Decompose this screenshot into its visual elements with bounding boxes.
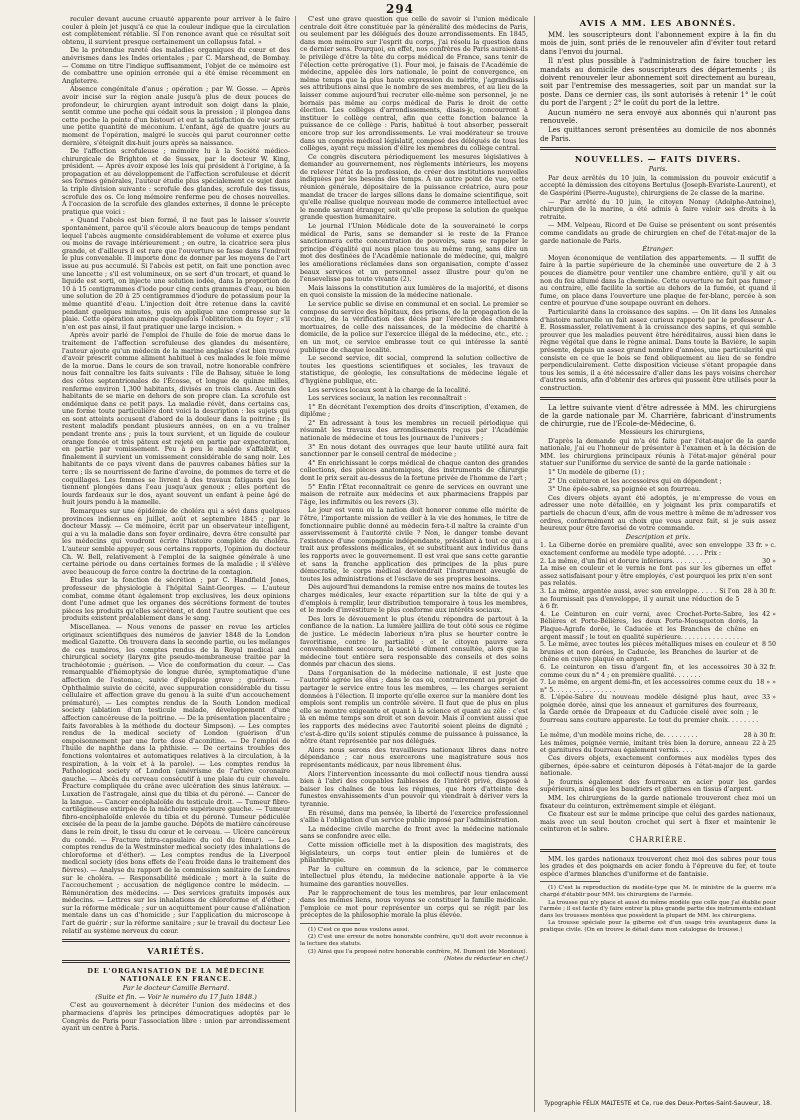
price-item-price: 33 fr. » c. [745, 542, 776, 550]
paragraph: Ce fixateur est sur le même principe que celui des gardes nationaux, mais avec un seul bouton crochet qui sert à fixer et maintenir le ceinturon et le sabre. [540, 810, 776, 834]
paragraph: Le journal l'Union Médicale dote de la souveraineté le corps médical de Paris, sans se demander si le reste de la France sanctionnera cette concentration de pouvoirs, sans se rappeler le principe d'égalité qui nous place tous au même rang, sans dire un mot des destinées de l'Académie nationale de médecine, qui, malgré les améliorations réclamées dans son organisation, compte d'assez beaux services et un personnel assez illustre pour qu'on ne l'ensevelisse pas toute vivante (2). [300, 222, 528, 284]
paragraph: Ces divers objets ayant été adoptés, je m'empresse de vous en adresser une note détaillée, en y joignant les prix comparatifs et partiels de chacun d'eux, afin de vous mettre à même de m'adresser vos ordres, conformément au choix que vous aurez fait, si je suis assez heureux pour être favorisé de votre commande. [540, 493, 776, 533]
paragraph: 4° En enrichissant le corps médical de chaque canton des grandes collections, des pièces anatomiques, des instruments de chirurgie dont le prix serait au-dessus de la fortune privée de l'homme de l'art ; [300, 458, 528, 483]
paragraph: 2° Un ceinturon et les accessoires qui en dépendent ; [548, 476, 722, 485]
page-number: 294 [385, 2, 415, 16]
price-item [540, 542, 776, 557]
paragraph: 3° En nous dotant des ouvrages que leur haute utilité aura fait sanctionner par le conseil central de médecine ; [300, 442, 528, 459]
article-author: Par le docteur Camille Bernard. [122, 984, 230, 993]
paragraph: Par deux arrêtés du 10 juin, la commission du pouvoir exécutif a accepté la démission des citoyens Bertulus (Joseph-Evariste-Laurent), et de Gaspérini (Pierre-Auguste), chirurgiens de 2e classe de la marine. [540, 173, 776, 198]
price-item-label: 6. Le ceinturon en tissu d'argent fin, et les accessoires comme ceux du n° 4 ; en première qualité. . . . . . . [540, 663, 740, 679]
notice-heading: AVIS A MM. LES ABONNÉS. [579, 19, 737, 29]
price-item-label: Les mêmes, poignée vernie, imitant très bien la dorure, anneau et garnitures du fourreau également vernis. . . . [540, 739, 749, 755]
price-item [540, 679, 776, 694]
paragraph: Mais laissons la constitution aux lumières de la majorité, et disons en quoi consiste la mission de la médecine nationale. [300, 283, 528, 300]
price-item-price: 28 à 30 fr. [743, 732, 776, 740]
column-middle [300, 16, 528, 1112]
column-left [62, 16, 290, 1112]
letter-signature: CHARRIÈRE. [629, 835, 687, 844]
paragraph: 1° Un modèle de giberne (1) ; [548, 468, 645, 477]
price-item [540, 664, 776, 679]
section-rule [62, 939, 290, 942]
paragraph: 2° En adressant à tous les membres un recueil périodique qui résumât les travaux des arrondissements reçus par l'Académie nationale de médecine et tous les journaux de l'univers ; [300, 418, 528, 443]
paragraph: Je fournis également des fourreaux en acier pour les gardes supérieurs, ainsi que les baudriers et gibernes en tissus d'argent. [540, 777, 776, 794]
footnote-signature: (Notes du rédacteur en chef.) [444, 956, 528, 963]
footnote: (1) C'est ce que nous voulons aussi. [308, 926, 410, 933]
price-item-label: La mise en couleur et le vernis ne font pas sur les gibernes un effet assez satisfaisant pour y être employés, c'est pourquoi les prix n'en sont pas relatés. [540, 565, 772, 588]
price-item [540, 740, 776, 755]
price-item-label: 4. Le Ceinturon en cuir verni, avec Crochet-Porte-Sabre, les Bélières et Porte-Bélières, les deux Porte-Mousqueton dorés, la Plaque-Agrafe dorée, le Caducée et les Branches de chêne en argent massif ; le tout en qualité supérieure. . . . . . . . . . . . . . . . [540, 610, 759, 641]
paragraph: La lettre suivante vient d'être adressée à MM. les chirurgiens de la garde nationale par M. Charrière, fabricant d'instruments de chirurgie, rue de l'École-de-Médecine, 6. [540, 403, 776, 428]
price-item [540, 565, 776, 588]
subsection-etranger: Étranger. [642, 245, 674, 254]
paragraph: Cette mission officielle met à la disposition des magistrats, des législateurs, un corps tout entier plein de lumières et de philanthropie. [300, 840, 528, 865]
paragraph: — Par arrêté du 10 juin, le citoyen Nonay (Adolphe-Antoine), chirurgien de la marine, a été admis à faire valoir ses droits à la retraite. [540, 197, 776, 221]
price-item-price [772, 565, 776, 588]
paragraph: Le service public se divise en communal et en social. Le premier se compose du service des hôpitaux, des prisons, de la propagation de la vaccine, de la vérification des décès par l'érection des chambres mortuaires, de celle des naissances, de la médecine de charité à domicile, de la police sur l'exercice illégal de la médecine, etc., etc. ; en un mot, ce service embrasse tout ce qui intéresse la santé publique de chaque localité. [300, 299, 528, 354]
price-item-price: 33 » [762, 694, 776, 702]
paragraph: Le second service, dit social, comprend la solution collective de toutes les questions scientifiques et sociales, les travaux de statistique, de géologie, les consultations de médecine légale et d'hygiène publique, etc. [300, 354, 528, 385]
paragraph: Par le rapprochement de tous les membres, par leur enlacement dans les mêmes liens, nous voyons se constituer la famille médicale. J'emploie ce mot pour représenter un corps qui se régit par les préceptes de la philosophie morale la plus élevée. [300, 888, 528, 920]
varietes-heading: VARIÉTÉS. [147, 946, 205, 957]
subsection-paris: Paris. [648, 165, 668, 174]
footnote: (1) C'est la reproduction du modèle-type que M. le ministre de la guerre m'a chargé d'établir pour MM. les chirurgiens de l'armée. [540, 885, 776, 898]
paragraph: Messieurs les chirurgiens, [619, 428, 705, 437]
price-item-price: 30 à 32 fr. [743, 663, 776, 671]
footnote: (3) Ainsi que l'a proposé notre honorable confrère, M. Dumont (de Monteux). [308, 948, 528, 955]
paragraph: Alors l'intervention incessante du moi collectif nous tiendra aussi bien à l'abri des coupables faiblesses de l'intérêt privé, disposé à baiser les chaînes de tous les régimes, que hors d'atteinte des funestes envahissements d'un pouvoir qui viendrait à dériver vers la tyrannie. [300, 769, 528, 808]
price-item [540, 732, 776, 740]
description-heading: Description et prix. [625, 532, 691, 541]
price-list [540, 542, 776, 755]
article-title: DE L'ORGANISATION DE LA MÉDECINE NATIONALE EN FRANCE. [87, 967, 265, 984]
footnote-rule [540, 881, 600, 882]
paragraph: Études sur la fonction de sécrétion ; par C. Handfield Jones, professeur de physiologie à l'hôpital Saint-Georges. — L'auteur combat, comme étant également trop exclusives, les deux opinions dont l'une admet que les organes des sécrétions forment de toutes pièces les produits qu'elles sécrètent, et dont l'autre soutient que ces produits existent préalablement dans le sang. [62, 576, 290, 623]
footnote: (2) C'est une erreur de notre honorable confrère, qu'il doit avoir reconnue à la lecture des statuts. [300, 934, 528, 948]
paragraph: De la prétendue rareté des maladies organiques du cœur et des anévrismes dans les Indes orientales ; par C. Marshead, de Bombay. — Comme on titre l'indique suffisamment, l'objet de ce mémoire est de combattre une opinion erronée qui a été émise récemment en Angleterre. [62, 46, 290, 85]
paragraph: MM. les gardes nationaux trouveront chez moi des sabres pour tous les grades et des poignards en acier fondu à l'épreuve du fer, et toute espèce d'armes blanches d'uniforme et de fantaisie. [540, 854, 776, 878]
price-item [540, 611, 776, 641]
column-right [540, 16, 776, 1112]
paragraph: Ces divers objets, exactement conformes aux modèles types des gibernes, épée-sabre et ceinturon déposés à l'état-major de la garde nationale. [540, 754, 776, 778]
section-rule [62, 960, 290, 963]
price-item [540, 641, 776, 664]
price-item-price: 28 à 30 fr. [743, 587, 776, 595]
paragraph: — MM. Velpeau, Ricord et De Guise se présentent ou sont présentés comme candidats au grade de chirurgien en chef de l'état-major de la garde nationale de Paris. [540, 221, 776, 245]
paragraph: En résumé, dans ma pensée, la liberté de l'exercice professionnel s'allie à l'obligation d'un service public imposé par l'administration. [300, 808, 528, 825]
printer-imprint: Typographie FÉLIX MALTESTE et Ce, rue des Deux-Portes-Saint-Sauveur, 18. [544, 1100, 772, 1107]
footnote: La trousse qui n'y place et aussi du même modèle que celle que j'ai établie pour l'armée ; il est facile d'y faire entrer la plus grande partie des instruments existant dans les trousses montées que possèdent la plupart de MM. les chirurgiens. [540, 899, 776, 919]
paragraph: 5° Enfin l'État reconnaîtrait ce genre de services en ouvrant une maison de retraite aux médecins et aux pharmaciens frappés par l'âge, les infirmités ou les revers (3). [300, 482, 528, 506]
article-suite: (Suite et fin. — Voir le numéro du 17 Juin 1848.) [95, 992, 257, 1001]
paragraph: Remarques sur une épidémie de choléra qui a sévi dans quelques provinces indiennes en juillet, août et septembre 1845 ; par le docteur Massy. — Ce mémoire, écrit par un observateur intelligent, qui a vu la maladie dans son foyer ordinaire, devra être consulté par les médecins qui voudront écrire l'histoire complète du choléra. L'auteur semble appuyer, sous certains rapports, l'opinion du docteur Ch. W. Bell, relativement à l'emploi de la saignée générale à une certaine période ou dans certaines formes de la maladie ; il s'élève avec beaucoup de force contre la doctrine de la contagion. [62, 507, 290, 576]
paragraph: Des lors le dévouement le plus étendu répondra de partout à la confiance de la nation. La lumière jaillira de tout côté sous ce régime de justice. Le médecin laborieux n'ira plus se heurter contre le favoritisme, contre le partialité : et le citoyen pauvre sera convenablement secouru, la société dûment consultée, alors que la médecine tout entière sera responsable des conseils et des soins donnés par chacun des siens. [300, 614, 528, 669]
price-item [540, 558, 776, 566]
paragraph: Particularité dans la croissance des sapins. — On lit dans les Annales d'histoire naturelle un fait assez curieux rapporté par le professeur A.-E. Rossmassler, relativement à la croissance des sapins, et qui semble prouver que les maladies peuvent être héréditaires, aussi bien dans le règne végétal que dans le règne animal. Dans toute la Bavière, le sapin présente, depuis un assez grand nombre d'années, une particularité qui consiste en ce que le bois se fend obliquement au lieu de se fendre perpendiculairement. Cette disposition vicieuse s'étant propagée dans tous les semis, il a été nécessaire d'aller dans les pays voisins chercher d'autres semis, afin d'obtenir des arbres qui pussent être utilisés pour la construction. [540, 307, 776, 392]
paragraph: MM. les souscripteurs dont l'abonnement expire à la fin du mois de juin, sont priés de le renouveler afin d'éviter tout retard dans l'envoi du journal. [540, 31, 776, 56]
paragraph: Moyen économique de ventilation des appartements. — Il suffit de faire à la partie supérieure de la cheminée une ouverture de 2 à 3 pouces de diamètre pour ventiler une chambre entière, qu'il y ait ou non du feu allumé dans la cheminée. Cette ouverture ne fait pas fumer ; au contraire, elle facilite la sortie au dehors de la fumée, et quand il fume, on place dans l'ouverture une plaque de fer-blanc, percée à son centre et pourvue d'une soupape ouvrant en dehors. [540, 253, 776, 308]
section-rule [540, 147, 776, 150]
paragraph: Dès aujourd'hui demandons la remise entre nos mains de toutes les charges médicales, leur exacte répartition sur la tête de qui y a d'emplois à remplir, leur distribution temporaire à tous les membres, et le mode d'investiture le plus conforme aux intérêts sociaux. [300, 583, 528, 615]
paragraph: Les services locaux sont à la charge de la localité. [308, 385, 471, 394]
price-item-label: 3. La même, argentée aussi, avec son enveloppe. . . . . Si l'on ne fournissait pas d'enveloppe, il y aurait une réduction de 5 à 6 fr. [540, 587, 740, 611]
paragraph: Il n'est plus possible à l'administration de faire toucher les mandats au domicile des souscripteurs des départements ; ils doivent renouveler leur abonnement soit directement au bureau, soit par l'entremise des messageries, soit par un mandat sur la poste. Dans ce dernier cas, ils sont autorisés à retenir 1° le coût du port de l'argent ; 2° le coût du port de la lettre. [540, 57, 776, 108]
paragraph: Les quittances seront présentées au domicile de nos abonnés de Paris. [540, 126, 776, 143]
section-rule [540, 397, 776, 400]
column-divider [534, 16, 535, 1112]
paragraph: Aucun numéro ne sera envoyé aux abonnés qui n'auront pas renouvelé. [540, 108, 776, 126]
paragraph: MM. les chirurgiens de la garde nationale trouveront chez moi un fixateur du ceinturon, extrêmement simple et élégant. [540, 794, 776, 810]
paragraph: 3° Une épée-sabre, sa poignée et son fourreau. [548, 485, 702, 494]
price-item-label: 5. Le même, avec toutes les pièces métalliques mises en couleur et brunies et non dorées, le Caducée, les Branches de laurier et de chêne en cuivre plaqué en argent. [540, 641, 758, 664]
paragraph: C'est une grave question que celle de savoir si l'union médicale centrale doit être constituée par la généralité des médecins de Paris, ou seulement par les délégués des douze arrondissements. En 1845, dans mon mémoire sur l'esprit du corps, j'ai résolu la question dans ce dernier sens. Pourquoi, en effet, nos confrères de Paris auraient-ils le privilège d'être la tête du corps médical de France, sans tenir de l'élection cette prérogative (1). Pour moi, je faisais de l'Académie de médecine, appelée dès lors nationale, le point de convergence, en même temps que la plus haute expression du mérite, j'agrandissais ses attributions ainsi que le nombre de ses membres, et au lieu de la laisser comme aujourd'hui recruter elle-même son personnel, je ne bornais pas même au corps médical de Paris le droit de cette élection. Les collèges d'arrondissements, disais-je, concourront à instituer le collège central, afin que cette fonction balance la puissance de ce collège : Paris, habitué à tout absorber, pesserait encore trop sur les arrondissements. Le vrai modérateur se trouve dans un congrès médical législatif, composé des délégués de tous les collèges, ayant reçu mission d'élire les membres du collège central. [300, 16, 528, 153]
price-item-price: 22 à 25 [752, 739, 776, 747]
paragraph: Alors nous serons des travailleurs nationaux libres dans notre dépendance ; car nous exercerons une magistrature sous nos représentants médicaux, par nous librement élus. [300, 745, 528, 769]
paragraph: Ce congrès discutera périodiquement les mesures législatives à demander au gouvernement, nos règlements intérieurs, les moyens de relever l'état de la profession, de créer des institutions nouvelles indiquées par les besoins des temps. À un autre point de vue, cette réunion générale, dépositaire de la puissance créatrice, aura pour mandat de tracer de larges sillons dans le domaine scientifique, soit qu'elle réalise quelque nouveau mode de commerce intellectuel avec le monde savant étranger, soit qu'elle propose la solution de quelque grande question humanitaire. [300, 152, 528, 222]
paragraph: « Quand l'abcès est bien formé, il ne faut pas le laisser s'ouvrir spontanément, parce qu'il s'écoule alors beaucoup de temps pendant lequel l'abcès augmente considérablement de volume et exerce plus ou moins de ravage intérieurement ; en outre, la cicatrice sera plus grande, et d'ailleurs il est rare que l'ouverture se fasse dans l'endroit le plus convenable. Il importe donc de donner par les moyens de l'art issue au pus accumulé. Si l'abcès est petit, on fait une ponction avec une lancette ; s'il est volumineux, on se sert d'un trocart, et quand le liquide est sorti, on injecte une solution iodée, dans la proportion de 10 à 15 centigrammes d'iode pour cinq cents grammes d'eau, ou bien une solution de 20 à 25 centigrammes d'iodure de potassium pour la même quantité d'eau. L'injection doit être retenue dans la cavité pendant quelques minutes, puis on applique une compresse sur la plaie. Cette opération amène quelquefois l'oblitération du foyer ; s'il n'en est pas ainsi, il faut pratiquer une large incision. » [62, 216, 290, 331]
paragraph: Après avoir parlé de l'emploi de l'huile de foie de morue dans le traitement de l'affection scrofuleuse des glandes du mésentère, l'auteur ajoute qu'un médecin de la marine anglaise s'est bien trouvé d'avoir prescrit comme aliment habituel à ces malades le foie même de la morue. Dans le cours de son travail, notre honorable confrère nous fait connaître les faits suivants : l'île de Bahsay, située le long des côtes septentrionales de l'Écosse, et longue de quinze milles, renferme environ 1,300 habitants, divisés en trois clans. Aucun des habitants de se marie en dehors de son propre clan. La scrofule est endémique dans ce petit pays. La maladie révèt, dans certains cas, une forme toute particulière dont voici la description : les sujets qui en sont atteints accusent d'abord de la douleur dans la poitrine ; ils restent maladifs pendant plusieurs années, on en a vu traîner pendant trente ans ; puis la toux survient, et un liquide de couleur orange foncée et très pâteux est rejeté en partie par expectoration, en partie par vomissement. Peu à peu le malade s'affaiblit, et finalement il survient un vomissement considérable de sang noir. Les habitants de ce pays vivent dans de pauvres cabanes bâties sur la terre ; ils se nourrissent de farine d'avoine, de pommes de terre et de coquillages. Les femmes se livrent à des travaux fatigants qui les tiennent plongées dans l'eau jusqu'aux genoux ; elles portent de lourds fardeaux sur le dos, ayant souvent un enfant à peine âgé de huit jours pendu à la mamelle. [62, 331, 290, 507]
price-item-price: 30 » [762, 557, 776, 565]
price-item-label: 1. La Giberne dorée en première qualité, avec son enveloppe exactement conforme au modèle type adopté. . . . . Prix : [540, 542, 742, 558]
footnote: La trousse spéciale pour la giberne est d'un usage très avantageux dans la pratique civile. (On en trouve le détail dans mon catalogue de trousse.) [540, 920, 776, 933]
paragraph: Absence congénitale d'anus ; opération ; par W. Gosse. — Après avoir incisé sur la région anale jusqu'à plus de deux pouces de profondeur, le chirurgien ayant introduit son doigt dans la plaie, sentit comme une poche qui cédait sous la pression ; il plongea dans cette poche la pointe d'un bistouri et eut la satisfaction de voir sortir une petite quantité de méconium. L'enfant, âgé de quatre jours au moment de l'opération, malgré le succès qui parut couronner cette dernière, s'éteignit dix-huit jours après sa naissance. [62, 85, 290, 147]
paragraph: Miscellanea. — Nous venons de passer en revue les articles originaux scientifiques des numéros de janvier 1848 de la London medical Gazette. On trouvera dans la seconde partie, ou les mélanges de ces numéros, les comptes rendus de la Royal medical and chirurgical society (larynx gite pseudo-membraneuse traitée par la trachéotomie ; guérison. — Vice de conformation du cœur. — Cas remarquable d'hémoptysie de longue durée, symptomatique d'une affection de l'estomac, suivie d'épilepsie grave ; guérison. — Ophthalmie suivie de cécité, avec suppuration considérable du tissu cellulaire et affection grave du genou à la suite d'un accouchement prématuré), — Les comptes rendus de la South London medical society (ablation d'un testicule malade, développement d'une affection cancéreuse de la poitrine. — De la présentation placentaire ; faits favorables à la méthode du docteur Simpson). — Les comptes rendus de la medical society of London (guérison d'un empoisonnement par une forte dose d'aconitine. — De l'emploi de l'huile de naphthe dans la phthisie. — De certains troubles des fonctions volontaires et automatiques relatives à la circulation, à la respiration, à la voix et à la parole). — Les comptes rendus la Pathological society of London (anévrisme de l'artère coronaire gauche. — Abcès du cerveau consécutif à une plaie du cuir chevelu. Fracture compliquée du crâne avec ulcération des sinus latéraux. — Luxation de l'astragale, ainsi que du tibia et du péroné. — Cancer de la langue. — Cancer encéphaloïde du testicule droit. — Tumeur fibro-cartilagineuse extirpée de la mâchoire supérieure gauche. — Tumeur fibro-encéphaloïde enlevée du tibia et du péroné. Tumeur pédiculée excisée de la peau de la jambe gauche. Dépôts de matière cancéreuse dans le rein droit, le tissu du cœur et le cerveau. — Ulcère cancéreux du condé. — Fracture intra-capsulaire du col du fémur). — Les comptes rendus de la Westminster medical society (des inhalations de chloroforme et d'éther). — Les comptes rendus de la Liverpool medical society (des bons effets de l'eau froide dans le traitement des fièvres). — Analyse du rapport de la commission sanitaire de Londres sur le choléra. — Responsabilité médicale ; mort à la suite de l'accouchement ; accusation de négligence contre le médecin. — Rémunération des médecins. — Des services gratuits imposés aux médecins. — Lettres sur les inhalations de chloroforme et d'éther ; sur la réforme médicale ; sur un acquittement pour cause d'aliénation mentale dans un cas d'homicide ; sur l'application du microscope à l'art de guérir ; sur la réforme sanitaire ; sur le travail du docteur Lee relatif au système nerveux du cœur. [62, 622, 290, 935]
paragraph: C'est au gouvernement à décréter l'union des médecins et des pharmaciens d'après les principes démocratiques adoptés par le Congrès de Paris pour l'association libre : union par arrondissement ayant un centre à Paris. [62, 1001, 290, 1033]
price-item-label: Le même, d'un modèle moins riche, de. . . . . . . . . [540, 732, 698, 740]
price-item [540, 694, 776, 732]
price-item-label: 8. L'épée-Sabre du nouveau modèle désigné plus haut, avec poignée dorée, ainsi que les anneaux et garnitures des fourreaux, la Garde ornée de Drapeaux et du Caducée ciselé avec soin ; le fourreau sans couture appareste. Le tout du premier choix. . . . . . . . . . [540, 694, 759, 732]
paragraph: La médecine civile marche de front avec la médecine nationale sans se confondre avec elle. [300, 824, 528, 841]
price-item-price: 18 » » [756, 679, 776, 687]
price-item [540, 588, 776, 611]
price-item-price: 42 » [762, 610, 776, 618]
news-heading: NOUVELLES. — FAITS DIVERS. [574, 154, 742, 165]
paragraph: Par la culture en commun de la science, par le commerce intellectuel plus étendu, la médecine nationale apporte à la vie humaine des garanties nouvelles. [300, 864, 528, 888]
paragraph: reculer devant aucune cruauté apparente pour arriver à le faire couler à plein jet jusqu'à ce que la couleur indique que la circulation est complètement rétablie. Si l'on renonce avant que ce résultat soit obtenu, il survient presque certainement un collapsus fatal. » [62, 16, 290, 46]
paragraph: Le jour est venu où la nation doit honorer comme elle mérite de l'être, l'importante mission de veiller à la vie des hommes, le titre de fonctionnaire public donné au médecin fera-t-il naître la crainte d'un asservissement à l'autorité civile ? Non, le danger tombe devant l'existence d'une compagnie indépendante, présidant à tout ce qui a trait aux professions médicales, et se substituant aux individus dans les rapports avec le gouvernement. Il est vrai que sans cette garantie et sans la franche application des principes de la plus pure démocratie, le corps médical deviendrait l'instrument aveugle de toutes les administrations et l'esclave de ses propres besoins. [300, 506, 528, 583]
paragraph: 1° En décrétant l'exemption des droits d'inscription, d'examen, de diplôme ; [300, 402, 528, 419]
paragraph: De l'affection scrofuleuse ; mémoire lu à la Société médico-chirurgicale de Brighton et de Sussex, par le docteur W. King, président. — Après avoir exposé les lois qui président à l'origine, à la propagation et au développement de l'affection scrofuleuse et décrit ses formes générales, l'auteur étudie plus spécialement ce sujet dans la triple division suivante : scrofule des glandes, scrofule des tissus, scrofule des os. Ce long mémoire renferme peu de choses nouvelles. À l'occasion de la scrofule des glandes externes, il donne le précepte pratique que voici : [62, 147, 290, 216]
paragraph: Les services sociaux, la nation les reconnaîtrait : [308, 394, 467, 403]
price-item-label: 2. La même, d'un fini et dorure inférieurs. . . . . . . . . . [540, 557, 711, 565]
price-item-label: 7. Le même, en argent demi-fin, et les accessoires comme ceux du n° 5. . . . . . . . . . . . . . . . [540, 679, 753, 694]
column-divider [295, 16, 296, 1112]
price-item-price: 8 50 [761, 641, 776, 649]
paragraph: Dans l'organisation de la médecine nationale, il est juste que l'autorité agrée les élus ; dans le cas où, contrairement au projet de partager le service entre tous les membres, — les charges seraient données à l'élection. Il importe qu'elle exerce sur la manière dont les emplois sont remplis un contrôle sévère. Il faut que de plus en plus elle se montre exigeante et quant à la science et quant au zèle : c'est là en même temps son droit et son devoir. Mais il convient aussi que les rapports des médecins avec l'autorité soient pleins de dignité ; c'est-à-dire qu'ils soient stipulés comme de puissance à puissance, la nôtre étant représentée par nos délégués. [300, 668, 528, 746]
section-rule [540, 849, 776, 852]
paragraph: D'après la demande qui m'a été faite par l'état-major de la garde nationale, j'ai eu l'honneur de présenter à l'examen et à la décision de MM. les chirurgiens principaux réunis à l'état-major général pour statuer sur l'uniforme du service de santé de la garde nationale : [540, 436, 776, 468]
footnote-rule [300, 923, 360, 924]
